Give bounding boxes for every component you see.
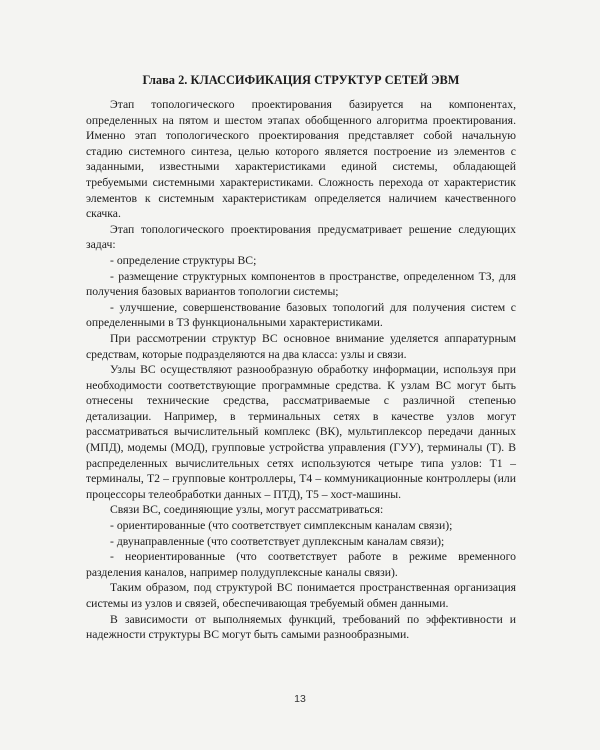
paragraph: Этап топологического проектирования базируется на компонентах, определенных на пятом и шестом этапах обобщенного алгоритма проектирования. Именно этап топологического проектирования представляет собой начальную стадию системного синтеза, целью которого является построение из элементов с заданными, известными характеристиками единой системы, обладающей требуемыми системными характеристиками. Сложность перехода от характеристик элементов к системным характеристикам определяется наличием качественного скачка. [86,98,516,221]
paragraph: При рассмотрении структур ВС основное внимание уделяется аппаратурным средствам, которые подразделяются на два класса: узлы и связи. [86,331,516,361]
list-item: - размещение структурных компонентов в пространстве, определенном ТЗ, для получения базовых вариантов топологии системы; [86,269,516,299]
list-item: - улучшение, совершенствование базовых топологий для получения систем с определенными в ТЗ функциональными характеристиками. [86,300,516,330]
paragraph: Связи ВС, соединяющие узлы, могут рассматриваться: [110,503,384,517]
paragraph: Этап топологического проектирования предусматривает решение следующих задач: [86,222,516,252]
paragraph: Узлы ВС осуществляют разнообразную обработку информации, используя при необходимости соответствующие программные средства. К узлам ВС могут быть отнесены технические средства, рассматриваемые с различной степенью детализации. Например, в терминальных сетях в качестве узлов могут рассматриваться вычислительный комплекс (ВК), мультиплексор передачи данных (МПД), модемы (МОД), групповые устройства управления (ГУУ), терминалы (Т). В распределенных вычислительных сетях используются четыре типа узлов: Т1 – терминалы, Т2 – групповые контроллеры, Т4 – коммуникационные контроллеры (или процессоры телеобработки данных – ПТД), Т5 – хост-машины. [86,363,516,501]
page-content [86,72,516,643]
paragraph: Таким образом, под структурой ВС понимается пространственная организация системы из узлов и связей, обеспечивающая требуемый обмен данными. [86,581,516,610]
list-item: - двунаправленные (что соответствует дуплексным каналам связи); [110,534,445,548]
body-text [86,97,516,643]
chapter-title: Глава 2. КЛАССИФИКАЦИЯ СТРУКТУР СЕТЕЙ ЭВМ [142,73,460,87]
paragraph: В зависимости от выполняемых функций, требований по эффективности и надежности структуры ВС могут быть самыми разнообразными. [86,612,516,642]
page-number: 13 [294,693,306,705]
list-item: - неориентированные (что соответствует работе в режиме временного разделения каналов, например полудуплексные каналы связи). [86,550,516,579]
list-item: - определение структуры ВС; [110,253,257,267]
list-item: - ориентированные (что соответствует симплексным каналам связи); [110,519,453,533]
